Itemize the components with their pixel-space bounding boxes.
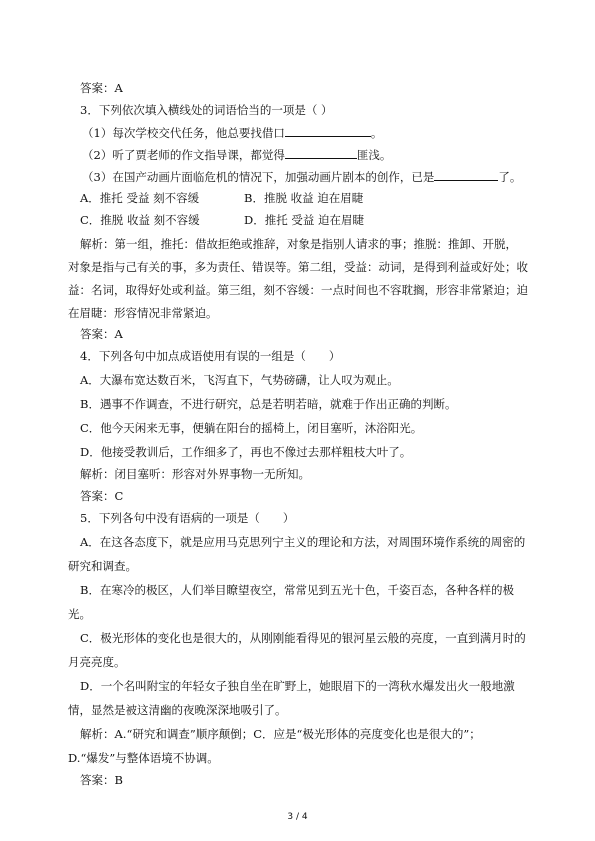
item-text: （2）听了贾老师的作文指导课，都觉得 (82, 148, 285, 162)
question-4-option-a: A．大瀑布宽达数百米，飞泻直下，气势磅礴，让人叹为观止。 (80, 373, 399, 387)
item-text-end: 了。 (498, 170, 522, 184)
question-5-option-a-cont: 研究和调查。 (68, 559, 137, 573)
answer-line: 答案：C (80, 489, 124, 503)
question-4-option-d: D．他接受教训后，工作细多了，再也不像过去那样粗枝大叶了。 (80, 445, 412, 459)
option-a: A．推托 受益 刻不容缓 (80, 191, 200, 205)
explanation-line: 对象是指与己有关的事，多为责任、错误等。第二组，受益：动词，是得到利益或好处；收 (68, 260, 528, 274)
explanation-line: 解析：闭目塞听：形容对外界事物一无所知。 (80, 467, 310, 481)
item-text: （1）每次学校交代任务，他总要找借口 (82, 126, 285, 140)
option-c: C．推脱 收益 刻不容缓 (80, 213, 200, 227)
fill-blank (285, 146, 357, 159)
question-4-stem: 4．下列各句中加点成语使用有误的一组是（ ） (80, 349, 341, 363)
explanation-line: 在眉睫：形容情况非常紧迫。 (68, 306, 218, 320)
question-3-item-3 (82, 168, 522, 185)
question-5-stem: 5．下列各句中没有语病的一项是（ ） (80, 511, 295, 525)
item-text-end: 。 (370, 126, 383, 140)
question-3-options-ab (80, 190, 517, 206)
explanation-line: 解析：第一组，推托：借故拒绝或推辞，对象是指别人请求的事；推脱：推卸、开脱， (80, 237, 517, 251)
answer-line: 答案：A (80, 327, 123, 341)
explanation-line: 益：名词，取得好处或利益。第三组，刻不容缓：一点时间也不容耽搁，形容非常紧迫；迫 (68, 283, 528, 297)
question-5-option-c-cont: 月亮亮度。 (68, 655, 126, 669)
fill-blank (434, 168, 498, 181)
answer-line: 答案：B (80, 773, 123, 787)
question-5-option-a: A．在这各态度下，就是应用马克思列宁主义的理论和方法，对周围环境作系统的周密的 (80, 535, 526, 549)
explanation-line: D.“爆发”与整体语境不协调。 (68, 751, 219, 765)
option-d: D．推托 受益 迫在眉睫 (244, 213, 365, 227)
question-4-option-c: C．他今天闲来无事，便躺在阳台的摇椅上，闭目塞听，沐浴阳光。 (80, 421, 423, 435)
question-5-option-c: C．极光形体的变化也是很大的，从刚刚能看得见的银河星云般的亮度，一直到满月时的 (80, 631, 526, 645)
question-3-item-1 (82, 124, 517, 141)
question-5-option-d: D．一个名叫附宝的年轻女子独自坐在旷野上，她眼眉下的一湾秋水爆发出火一般地激 (80, 679, 515, 693)
question-3-options-cd (80, 212, 517, 228)
option-b: B．推脱 收益 迫在眉睫 (244, 191, 364, 205)
question-5-option-b: B．在寒冷的极区，人们举目瞭望夜空，常常见到五光十色，千姿百态，各种各样的极 (80, 583, 514, 597)
item-text-end: 匪浅。 (356, 148, 392, 162)
item-text: （3）在国产动画片面临危机的情况下，加强动画片剧本的创作，已是 (82, 170, 435, 184)
question-5-option-b-cont: 光。 (68, 607, 91, 621)
question-3-stem: 3．下列依次填入横线处的词语恰当的一项是（ ） (80, 103, 333, 117)
question-3-item-2 (82, 146, 517, 163)
explanation-line: 解析：A.“研究和调查”顺序颠倒；C．应是“极光形体的亮度变化也是很大的”； (80, 727, 481, 741)
question-5-option-d-cont: 情，显然是被这清幽的夜晚深深地吸引了。 (68, 703, 287, 717)
page-number: 3 / 4 (287, 812, 308, 822)
answer-line: 答案：A (80, 81, 123, 95)
fill-blank (285, 124, 371, 137)
question-4-option-b: B．遇事不作调查，不进行研究，总是若明若暗，就难于作出正确的判断。 (80, 397, 457, 411)
